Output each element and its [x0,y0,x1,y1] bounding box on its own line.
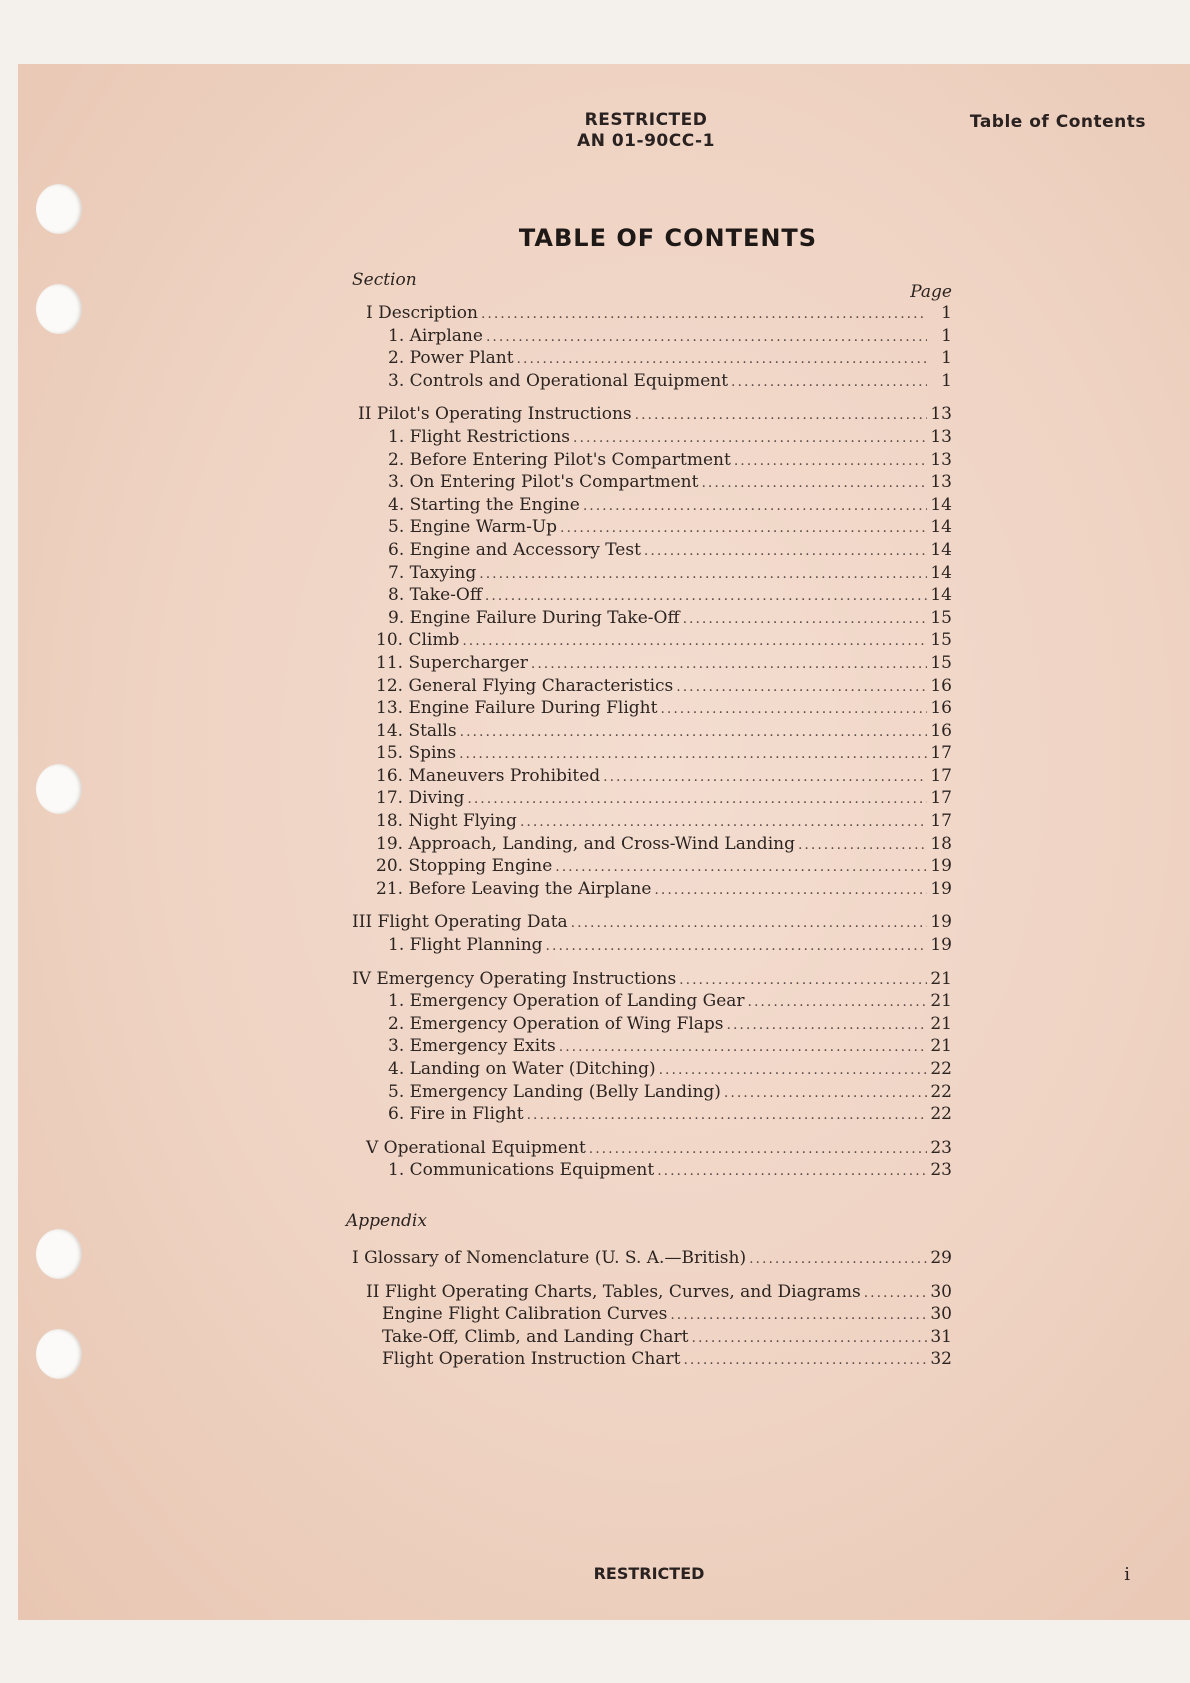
entry-label: 1. Flight Restrictions [388,426,571,447]
entry-page-number: 14 [930,517,952,538]
entry-label: 13. Engine Failure During Flight [376,698,658,719]
document-page [18,64,1190,1620]
sections-list [352,302,952,1182]
entry-label: V Operational Equipment [366,1137,586,1158]
header-document-number: AN 01-90CC-1 [577,131,715,151]
entry-page-number: 19 [930,856,952,877]
toc-subsection-entry [352,1013,952,1036]
entry-label: 3. Emergency Exits [388,1036,556,1057]
entry-label: I Glossary of Nomenclature (U. S. A.—British) [352,1247,747,1268]
entry-label: 12. General Flying Characteristics [376,675,674,696]
leader-dots [555,856,927,879]
entry-label: 19. Approach, Landing, and Cross-Wind Landing [376,833,795,854]
toc-subsection-entry [352,516,952,539]
toc-subsection-entry [352,990,952,1013]
leader-dots [559,1036,927,1059]
entry-label: 3. Controls and Operational Equipment [388,370,729,391]
entry-page-number: 30 [930,1304,952,1325]
toc-subsection-entry [352,787,952,810]
appendix-entry [352,1281,952,1304]
toc-subsection-entry [352,1035,952,1058]
toc-subsection-entry [352,833,952,856]
entry-page-number: 1 [941,325,952,346]
appendix-header: Appendix [346,1210,427,1231]
toc-subsection-entry [352,1103,952,1126]
leader-dots [749,1248,927,1271]
entry-page-number: 15 [930,607,952,628]
toc-subsection-entry [352,629,952,652]
leader-dots [727,1014,927,1037]
toc-subsection-entry [352,1081,952,1104]
section-column-header: Section [352,270,417,290]
header-right-title: Table of Contents [969,112,1146,132]
leader-dots [644,540,927,563]
entry-page-number: 17 [930,811,952,832]
toc-subsection-entry [352,347,952,370]
entry-page-number: 19 [930,912,952,933]
entry-label: 4. Landing on Water (Ditching) [388,1059,656,1079]
leader-dots [670,1304,927,1327]
entry-page-number: 1 [941,370,952,391]
entry-label: 7. Taxying [388,562,477,583]
entry-label: II Pilot's Operating Instructions [358,404,632,425]
column-headers [352,270,952,302]
entry-label: 15. Spins [376,743,457,764]
entry-page-number: 18 [930,833,952,854]
toc-subsection-entry [352,1159,952,1182]
entry-label: 20. Stopping Engine [376,856,553,877]
toc-section-entry [352,403,952,426]
entry-label: 5. Emergency Landing (Belly Landing) [388,1081,721,1102]
leader-dots [683,1349,927,1372]
leader-dots [679,969,927,992]
leader-dots [486,326,927,349]
toc-subsection-entry [352,810,952,833]
punch-hole [36,284,82,334]
entry-label: 6. Engine and Accessory Test [388,539,641,560]
appendix-subentry [352,1348,952,1371]
entry-page-number: 17 [930,765,952,786]
entry-label: Flight Operation Instruction Chart [382,1349,681,1370]
toc-subsection-entry [352,855,952,878]
punch-hole [36,764,82,814]
entry-page-number: 30 [930,1281,952,1302]
entry-page-number: 13 [930,426,952,447]
leader-dots [520,811,927,834]
leader-dots [583,495,927,518]
leader-dots [660,698,927,721]
entry-page-number: 22 [930,1081,952,1102]
entry-page-number: 19 [930,878,952,899]
leader-dots [731,371,927,394]
entry-label: 2. Power Plant [388,348,514,369]
leader-dots [635,404,927,427]
leader-dots [654,879,927,902]
toc-subsection-entry [352,370,952,393]
entry-label: 14. Stalls [376,720,457,741]
leader-dots [683,608,927,631]
leader-dots [460,721,927,744]
leader-dots [517,348,927,371]
toc-section-entry [352,968,952,991]
entry-label: Engine Flight Calibration Curves [382,1304,668,1325]
entry-label: 9. Engine Failure During Take-Off [388,607,680,628]
leader-dots [467,788,927,811]
entry-label: 1. Communications Equipment [388,1160,655,1181]
entry-page-number: 21 [930,991,952,1012]
entry-label: 1. Flight Planning [388,935,543,956]
toc-subsection-entry [352,471,952,494]
leader-dots [546,935,927,958]
entry-page-number: 31 [930,1326,952,1347]
entry-label: 4. Starting the Engine [388,494,580,515]
entry-label: 11. Supercharger [376,652,528,673]
toc-subsection-entry [352,562,952,585]
leader-dots [571,912,927,935]
entry-page-number: 32 [930,1349,952,1370]
entry-page-number: 23 [930,1137,952,1158]
appendix-subentry [352,1326,952,1349]
leader-dots [659,1059,927,1082]
entry-label: 6. Fire in Flight [388,1104,524,1125]
leader-dots [479,563,927,586]
leader-dots [459,743,927,766]
entry-page-number: 14 [930,562,952,583]
leader-dots [485,585,927,608]
entry-label: Take-Off, Climb, and Landing Chart [382,1326,689,1347]
entry-page-number: 17 [930,788,952,809]
entry-label: IV Emergency Operating Instructions [352,968,677,989]
entry-label: 21. Before Leaving the Airplane [376,878,652,899]
toc-section-entry [352,911,952,934]
entry-page-number: 29 [930,1247,952,1268]
entry-label: 2. Emergency Operation of Wing Flaps [388,1013,724,1034]
appendix-subentry [352,1303,952,1326]
toc-subsection-entry [352,607,952,630]
toc-subsection-entry [352,765,952,788]
entry-page-number: 14 [930,494,952,515]
entry-page-number: 21 [930,968,952,989]
leader-dots [527,1104,927,1127]
toc-section-entry [352,1137,952,1160]
entry-label: I Description [366,303,478,323]
entry-page-number: 15 [930,630,952,651]
entry-label: 16. Maneuvers Prohibited [376,765,601,786]
leader-dots [481,303,927,326]
footer-classification: RESTRICTED [593,1564,705,1583]
toc-subsection-entry [352,426,952,449]
entry-label: 1. Emergency Operation of Landing Gear [388,991,745,1012]
page-column-header: Page [910,282,952,302]
leader-dots [531,653,927,676]
entry-label: II Flight Operating Charts, Tables, Curves, and Diagrams [366,1281,861,1302]
entry-page-number: 13 [930,472,952,493]
toc-subsection-entry [352,539,952,562]
toc-subsection-entry [352,1058,952,1081]
entry-page-number: 16 [930,675,952,696]
entry-label: 3. On Entering Pilot's Compartment [388,472,699,493]
leader-dots [603,766,927,789]
entry-label: 5. Engine Warm-Up [388,517,558,538]
leader-dots [657,1160,927,1183]
toc-subsection-entry [352,697,952,720]
leader-dots [724,1082,927,1105]
toc-subsection-entry [352,652,952,675]
entry-page-number: 21 [930,1013,952,1034]
entry-page-number: 1 [941,348,952,369]
entry-label: 1. Airplane [388,325,483,346]
leader-dots [864,1282,927,1305]
toc-subsection-entry [352,675,952,698]
entry-page-number: 17 [930,743,952,764]
entry-label: 2. Before Entering Pilot's Compartment [388,449,731,470]
leader-dots [692,1327,927,1350]
entry-page-number: 23 [930,1160,952,1181]
leader-dots [748,991,927,1014]
toc-subsection-entry [352,584,952,607]
entry-page-number: 14 [930,539,952,560]
table-of-contents [346,270,952,1371]
toc-subsection-entry [352,934,952,957]
leader-dots [798,834,927,857]
appendix-entry [352,1247,952,1270]
entry-page-number: 22 [930,1104,952,1125]
entry-label: 10. Climb [376,630,460,651]
entry-page-number: 16 [930,698,952,719]
entry-page-number: 14 [930,585,952,606]
toc-subsection-entry [352,742,952,765]
toc-subsection-entry [352,494,952,517]
entry-page-number: 22 [930,1059,952,1079]
appendix-list [352,1247,952,1371]
entry-page-number: 16 [930,720,952,741]
leader-dots [676,676,927,699]
leader-dots [734,450,927,473]
leader-dots [462,630,927,653]
punch-hole [36,1329,82,1379]
entry-page-number: 1 [941,303,952,323]
entry-page-number: 19 [930,935,952,956]
entry-label: 18. Night Flying [376,811,517,832]
leader-dots [589,1138,927,1161]
toc-section-entry [352,302,952,325]
entry-label: III Flight Operating Data [352,912,568,933]
entry-page-number: 21 [930,1036,952,1057]
leader-dots [701,472,927,495]
punch-hole [36,1229,82,1279]
page-folio: i [1124,1564,1130,1585]
toc-subsection-entry [352,325,952,348]
toc-subsection-entry [352,878,952,901]
entry-label: 17. Diving [376,788,465,809]
header-classification: RESTRICTED [584,110,708,130]
entry-label: 8. Take-Off [388,585,482,606]
entry-page-number: 13 [930,449,952,470]
leader-dots [560,517,927,540]
toc-subsection-entry [352,449,952,472]
leader-dots [573,427,927,450]
toc-subsection-entry [352,720,952,743]
entry-page-number: 13 [930,404,952,425]
entry-page-number: 15 [930,652,952,673]
page-title: TABLE OF CONTENTS [518,224,818,252]
